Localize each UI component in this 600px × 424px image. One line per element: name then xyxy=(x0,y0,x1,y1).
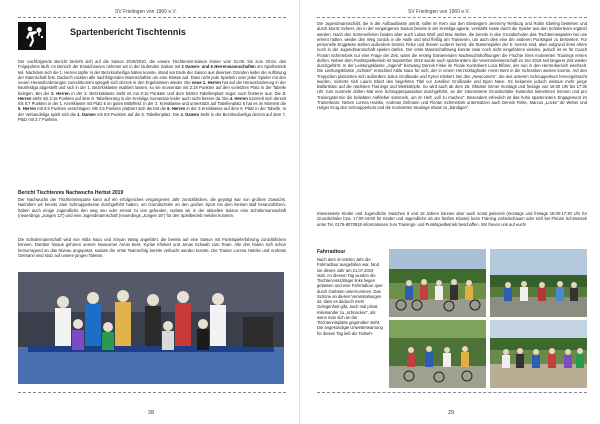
report-paragraph-training-info: Interessierte Kinder und Jugendliche zwischen 8 und 18 Jahren können aber auch sonst jederzeit (montags und freitags 16:00-17:30 Uhr für Grundschüler bzw. 17:00-19:00 für Kinder und Jugendliche ab der fünften Klasse) beim Training vorbeischauen oder sich bei Florian Schimetzek unter Tel. 0176-8070918 informationen zum Trainings- und Punktspielbetrieb beschaffen. Wir freuen uns auf euch! xyxy=(317,211,587,227)
bike-tour-photo-1 xyxy=(389,249,486,317)
bike-tour-photo-2 xyxy=(490,249,587,317)
right-page xyxy=(300,0,600,424)
left-header-rule xyxy=(18,17,286,18)
table-tennis-logo xyxy=(18,22,46,50)
bike-tour-photo-4 xyxy=(490,320,587,388)
left-footer-rule xyxy=(18,392,286,393)
bike-tour-text: Nach dem im letzten Jahr die Fahrradtour ausgefallen war, fand sie dieses Jahr am 21.07.2019 statt. An diesem Tag wurden die Tischtennisschläger links liegen gelassen und eine Fahrradtour quer durch Garbsen unternommen. Das Schöne an diesen Veranstaltungen ist, dass es dadurch mehr Gelegenheit gibt, auch mal privat miteinander zu „schnacken“, als wenn man sich an der Tischtennisplatte gegenüber steht. Die angekündigte Unwetterwarnung für diesen Tag ließ die Teilneh- xyxy=(317,257,383,336)
right-page-header: SV Frielingen von 1960 e.V. xyxy=(408,9,470,15)
bike-tour-photo-3 xyxy=(389,320,486,388)
right-page-number: 29 xyxy=(448,410,455,416)
section-title-bike-tour: Fahrradtour xyxy=(317,249,346,255)
report-paragraph-youth: Der Nachwuchs der Tischtennissparte kann auf ein erfolgreiches vergangenes Jahr zurückblicken, die geprägt war von großem Zuwachs. Nachdem wir bereits zwei Schnupperkurse durchgeführt haben, um Grundschüler an den großen Sport mit dem kleinen Ball heranzuführen, haben auch einige Jugendliche den weg neu oder erneut zu uns gefunden, sodass wir in der aktuellen Saison eine Schülermannschaft (neuerdings „Jungen 13“) und eine Jugendmannschaft (neuerdings „Jungen 18“) für den Spielbetrieb melden konnten. xyxy=(18,197,286,218)
left-page-header: SV Frielingen von 1960 e.V. xyxy=(115,9,177,15)
table-tennis-player-icon xyxy=(18,22,46,50)
report-paragraph-youth-team: Die Jugendmannschaft, die in der Aufbauklasse antritt, sollte im Kern aus den Einsteigern Jeremmy Rehburg und Robin Ebeling bestehen und durch Moritz Scheer, der in der vergangenen Saison bereits in der Kreisliga agierte, verstärkt sowie durch die Spieler aus den Schülerteam ergänzt werden. Nach den Sommerferien fanden aber auch Lukas Wolf und Max Stelter, die bereits in den Grundschulen das Tischtennisspielen bei uns erlernt hatten, wieder den Weg zurück in die Halle und sind fleißig am Trainieren, um auch dies eine der anderen Punktspiel zu bestreiten. Für personelle Engpässe stehen außerdem Dennis Finke und Steven Lederer bereit, die Stammspieler der 5. Herren sind, aber aufgrund ihres Alters noch in der Jugendmannschaft spielen dürfen. Der erste Mannschaftsweg konnte zwar noch nicht eingefahren werden, jedoch ist es für Coach Florian Schimetzek nur eine Frage der Zeit, wann die ersteig trainierenden Nachwuchshoffnungen die Früchte ihres motivierten Trainings ernten dürfen. Neben dem Punktspielbetrieb ist September 2019 wurde auch spartenintern die Vereinsmeisterschaft im Jan 2019 seit längerer Zeit wieder durchgeführt. In der Leistungsklasse „Jugend“ bezwang Dennis Finke im Finale Kontrahent Luca Elßner, der nun in den Herrenbereich wechselt. Die Leistungsklasse „Schüler“ entschied Attila Naco für sich, der in einem Herzschlagfinale Armin Bent in die Schranken weisen konnte. Auf den Treppchen platzierten sich außerdem Julius Großlande und Kyron Klinkert. Bei den „Newcomern“, die aus unseren Schnupperkurs hervorgebracht wurden, sicherte sich Laurin Ebert den begehrten Titel vor Josefine Großlande und Bjorn Nave. Es bekamen jedoch weitaus mehr junge Ballartisten auf die nächsten Trainings und Wettkämpfe. So wird auch ab dem 28. Oktober immer montags und freitags von 16:00 Uhr bis 17:30 Uhr zum nunmehr dritten Mal eine Schnupperpassation durchgeführt, an der interessierte Grundschüler kostenlos teilnehmen können und pro Trainingstermin die beliebten Aufkleber sammeln, um im Heft „voll zu machen“. Besonders erfreulich ist das hohe spartenintere Engagement im Trainerteam. Neben Lorena Hainke, Andreas Oelmann und Florian Schimetzek unterstützen auch Dennis Finke, Marcus „Locke“ de Weber und Holger Krug den Schnupperkurs und die motivierten Neulinge etwas zu „bändigen“. xyxy=(317,21,587,110)
report-paragraph-school-team: Die Schülermannschaft wird von Attila Naco und Xinyan Wang angeführt, die bereits auf eine Saison mit Punktspielerfahrung zurückblicken können. Darüber hinaus gehören unsere Newcomer Armin Bent, Kyrian Klinkert und Jonas Schwab zum Team. Alle drei haben sich schon hervorragend an das Niveau angepasst, sodass der erste Teamerfolg bereits verbucht werden konnte. Die Trainer Lorena Hainke und Andreas Oelmann sind stolz auf unsere jungen Talente. xyxy=(18,237,286,258)
team-photo xyxy=(18,272,284,384)
right-header-rule xyxy=(317,17,587,18)
right-footer-rule xyxy=(317,392,587,393)
section-title-youth: Bericht Tischtennis Nachwuchs Herbst 2019 xyxy=(18,190,124,196)
left-page-number: 28 xyxy=(148,410,155,416)
report-paragraph-adults: Der nachfolgende Bericht bezieht sich auf die Saison 2019/2020, die unsere Tischtennis-Saison immer vom 01.09. bis zum 30.04. des Folgejahres läuft. Im Bereich der Erwachsenen nehmen wir in der laufenden Saison mit 2 Damen- und 6 Herrenmannschaften am Spielbetrieb teil. Nachdem sich die 1. Herren tapfer in der Bezirksoberliga halten konnte, stand am Ende der Saison aus diversen Gründen leider die Auflösung der Mannschaft fest. Dadurch rückten alle nachfolgenden Mannschaften um eine Klasse auf. Dass nicht jede Spielerin oder jeder Spieler mit den neuen Herausforderungen zurechtkommt spiegelt sich derzeit in den Ergebnissen wieder. Die neue 1. Herren hat auf die Herausforderung in der Bezirksliga abgestellt und sich in der 1. Bezirksklasse etabliert lassen, so sie momentan mit 2:19 Punkten auf den vorletzten Platz in der Tabelle belegen. Bei der 2. Herren in der 2. Bezirksklasse steht es mit 8:10 Punkten und dem letzten Tabellenplatz sogar noch finsterer aus. Die 3. Herren steht mit 2:16 Punkten auf dem 8. Tabellenrang in der Kreisliga momentan leider auch nicht besser da. Die 4. Herren tummelt sich derzeit mit 5:7 Punkten in der 1. Kreisklasse mit Platz 5 im guten Mittelfeld. In der 3. Kreisklasse und unterstützt auf Tabellenplatz 5 hat es im Moment die 5. Herren mit 5:5 Punkten verschlagen. Mit 3:5 Punkten platziert sich derzeit die 6. Herren in der 3.Kreisklasse auf dem 6. Platz in der Tabelle. In der Verbandsliga spielt sich die 1. Damen mit 6:8 Punkten auf die 6. Tabellenplatz. Die 2. Damen steht in der Bezirksoberliga derzeit auf dem 7. Platz mit 3:7 Punkten. xyxy=(18,59,287,122)
page-title: Spartenbericht Tischtennis xyxy=(70,27,186,37)
